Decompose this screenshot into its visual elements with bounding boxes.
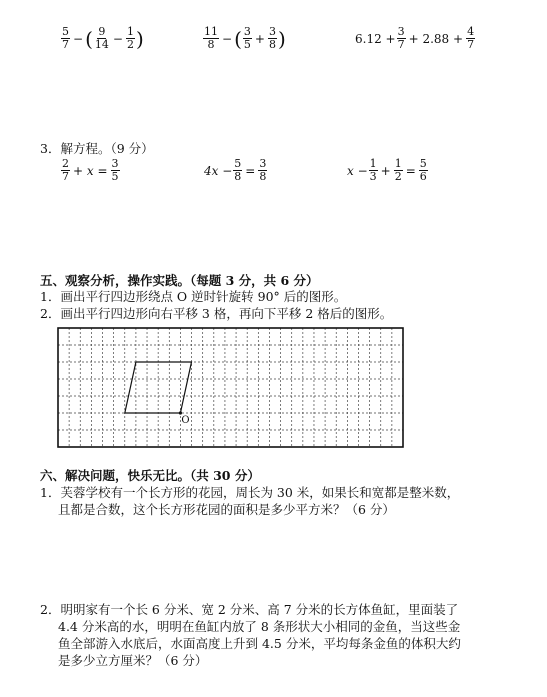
equation-2	[204, 158, 268, 183]
fraction: $\frac{3}{8}$	[259, 157, 267, 183]
equals-sign: =	[405, 163, 416, 178]
problem-2-line: 4.4 分米高的水，明明在鱼缸内放了 8 条形状大小相同的金鱼，当这些金	[58, 619, 461, 634]
problem-2-line: 鱼全部游入水底后，水面高度上升到 4.5 分米，平均每条金鱼的体积大约	[58, 636, 461, 651]
left-paren: (	[85, 26, 93, 51]
fraction: $\frac{9}{14}$	[94, 25, 109, 51]
problem-1	[40, 484, 459, 518]
fraction: $\frac{5}{6}$	[419, 157, 427, 183]
point-o-label: O	[181, 415, 190, 426]
expression-text: + 2.88 +	[408, 31, 464, 46]
problem-2-line: 是多少立方厘米？（6 分）	[58, 653, 208, 668]
drawing-grid	[56, 326, 408, 450]
fraction: $\frac{1}{3}$	[369, 157, 377, 183]
fraction: $\frac{1}{2}$	[394, 157, 402, 183]
problem-2-line: 2．明明家有一个长 6 分米、宽 2 分米、高 7 分米的长方体鱼缸，里面装了	[40, 602, 459, 617]
equation-text: x −	[347, 163, 368, 178]
section6-heading: 六、解决问题，快乐无比。（共 30 分）	[40, 468, 260, 483]
section5-item-1: 1．画出平行四边形绕点 O 逆时针旋转 90° 后的图形。	[40, 289, 347, 304]
grid-lines	[58, 328, 403, 447]
expression-text: 6.12 +	[355, 31, 396, 46]
calc-expression-3	[355, 26, 476, 51]
equation-text: 4x −	[204, 163, 233, 178]
right-paren: )	[135, 26, 144, 51]
left-paren: (	[234, 26, 242, 51]
q3-title: 3．解方程。（9 分）	[40, 141, 154, 156]
fraction: $\frac{2}{7}$	[62, 157, 69, 183]
grid-border	[58, 328, 403, 447]
fraction: $\frac{5}{7}$	[62, 25, 69, 51]
problem-2	[40, 601, 461, 669]
operator: +	[380, 163, 391, 178]
equation-text: + x =	[73, 163, 108, 178]
problem-1-line: 且都是合数，这个长方形花园的面积是多少平方米？（6 分）	[58, 502, 395, 517]
equals-sign: =	[245, 163, 256, 178]
section5-item-2: 2．画出平行四边形向右平移 3 格，再向下平移 2 格后的图形。	[40, 306, 393, 321]
equation-1	[60, 158, 121, 183]
section5-heading: 五、观察分析，操作实践。（每题 3 分，共 6 分）	[40, 273, 319, 288]
fraction: $\frac{5}{8}$	[234, 157, 242, 183]
fraction: $\frac{3}{7}$	[397, 25, 405, 51]
fraction: $\frac{3}{5}$	[243, 25, 251, 51]
fraction: $\frac{4}{7}$	[467, 25, 475, 51]
operator: −	[112, 31, 123, 46]
operator: −	[222, 31, 233, 46]
operator: +	[254, 31, 265, 46]
problem-1-line: 1．芙蓉学校有一个长方形的花园，周长为 30 米，如果长和宽都是整米数，	[40, 485, 460, 500]
right-paren: )	[277, 26, 286, 51]
operator: −	[73, 31, 84, 46]
fraction: $\frac{1}{2}$	[126, 25, 134, 51]
calc-expression-1	[60, 26, 144, 51]
fraction: $\frac{11}{8}$	[204, 25, 218, 51]
fraction: $\frac{3}{8}$	[268, 25, 276, 51]
equation-3	[347, 158, 429, 183]
calc-expression-2	[202, 26, 286, 51]
fraction: $\frac{3}{5}$	[111, 157, 119, 183]
